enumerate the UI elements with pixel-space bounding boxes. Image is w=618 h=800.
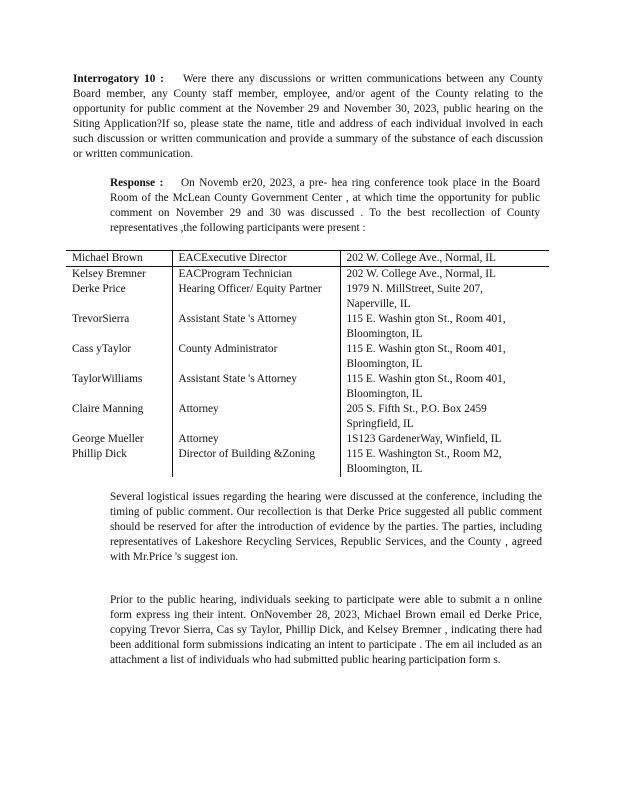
address-line: 115 E. Washin gton St., Room 401,: [346, 373, 506, 385]
online-form-paragraph: Prior to the public hearing, individuals seeking to participate were able to submit a n online form express ing their intent. OnNovember 28, 2023, Michael Brown email ed Derke Price, copying Trevor Sierra, Cas sy Taylor, Phillip Dick, and Kelsey Bremner , indicating there had been additional form submissions indicating an intent to participate . The em ail included as an attachment a list of individuals who had submitted public hearing participation form s.: [110, 594, 542, 666]
participant-address: [340, 251, 549, 267]
address-line: 115 E. Washin gton St., Room 401,: [346, 313, 506, 325]
participant-name: TaylorWilliams: [72, 373, 143, 385]
participant-address: [340, 447, 549, 477]
response-label: Response :: [110, 177, 164, 189]
table-row: [66, 251, 549, 267]
table-row: [66, 372, 549, 402]
table-row: [66, 342, 549, 372]
participant-title: Assistant State 's Attorney: [172, 372, 340, 402]
participant-title: EACExecutive Director: [172, 251, 340, 267]
participant-name: TrevorSierra: [72, 313, 130, 325]
participant-address: [340, 342, 549, 372]
table-row: [66, 282, 549, 312]
address-line: 1S123 GardenerWay, Winfield, IL: [346, 433, 502, 445]
participant-title: Hearing Officer/ Equity Partner: [172, 282, 340, 312]
participant-address: [340, 372, 549, 402]
table-row: [66, 447, 549, 477]
participant-title: Director of Building &Zoning: [172, 447, 340, 477]
table-row: [66, 312, 549, 342]
address-line: 115 E. Washin gton St., Room 401,: [346, 343, 506, 355]
participant-title: Assistant State 's Attorney: [172, 312, 340, 342]
participant-name: Derke Price: [72, 283, 126, 295]
address-line: 202 W. College Ave., Normal, IL: [346, 268, 496, 280]
participant-address: [340, 432, 549, 447]
address-line: Naperville, IL: [346, 298, 411, 310]
participant-name: Phillip Dick: [72, 448, 127, 460]
address-line: Bloomington, IL: [346, 328, 423, 340]
interrogatory-text: Were there any discussions or written communications between any County Board member, any County staff member, employee, and/or agent of the County relating to the opportunity for public comment at the November 29 and November 30, 2023, public hearing on the Siting Application?If so, please state the name, title and address of each individual involved in each such discussion or written communication and provide a summary of the substance of each discussion or written communication.: [73, 73, 543, 160]
participant-title: EACProgram Technician: [172, 267, 340, 283]
table-row: [66, 267, 549, 283]
table-row: [66, 402, 549, 432]
participant-name: Claire Manning: [72, 403, 144, 415]
participant-name: Kelsey Bremner: [72, 268, 146, 280]
address-line: 202 W. College Ave., Normal, IL: [346, 252, 496, 264]
address-line: 205 S. Fifth St., P.O. Box 2459: [346, 403, 487, 415]
participant-title: Attorney: [172, 432, 340, 447]
response-text: On Novemb er20, 2023, a pre- hea ring conference took place in the Board Room of the McLean County Government Center , at which time the opportunity for public comment on November 29 and 30 was discussed . To the best recollection of County representatives ,the following participants were present :: [110, 177, 540, 234]
address-line: Bloomington, IL: [346, 463, 423, 475]
interrogatory-paragraph: [73, 72, 543, 162]
address-line: Bloomington, IL: [346, 388, 423, 400]
participant-address: [340, 402, 549, 432]
participant-address: [340, 267, 549, 283]
table-row: [66, 432, 549, 447]
response-paragraph: [110, 176, 540, 236]
address-line: 115 E. Washington St., Room M2,: [346, 448, 502, 460]
participants-table: [66, 250, 549, 477]
participant-name: Michael Brown: [66, 251, 172, 267]
interrogatory-label: Interrogatory 10 :: [73, 73, 164, 85]
participant-title: County Administrator: [172, 342, 340, 372]
address-line: Bloomington, IL: [346, 358, 423, 370]
participant-name: George Mueller: [72, 433, 144, 445]
participant-address: [340, 282, 549, 312]
logistics-paragraph: Several logistical issues regarding the hearing were discussed at the conference, including the timing of public comment. Our recollection is that Derke Price suggested all public comment should be reserved for after the introduction of evidence by the parties. The parties, including representatives of Lakeshore Recycling Services, Republic Services, and the County , agreed with Mr.Price 's suggest ion.: [110, 491, 542, 563]
participant-name: Cass yTaylor: [72, 343, 132, 355]
participant-address: [340, 312, 549, 342]
participant-title: Attorney: [172, 402, 340, 432]
address-line: 1979 N. MillStreet, Suite 207,: [346, 283, 484, 295]
address-line: Springfield, IL: [346, 418, 414, 430]
